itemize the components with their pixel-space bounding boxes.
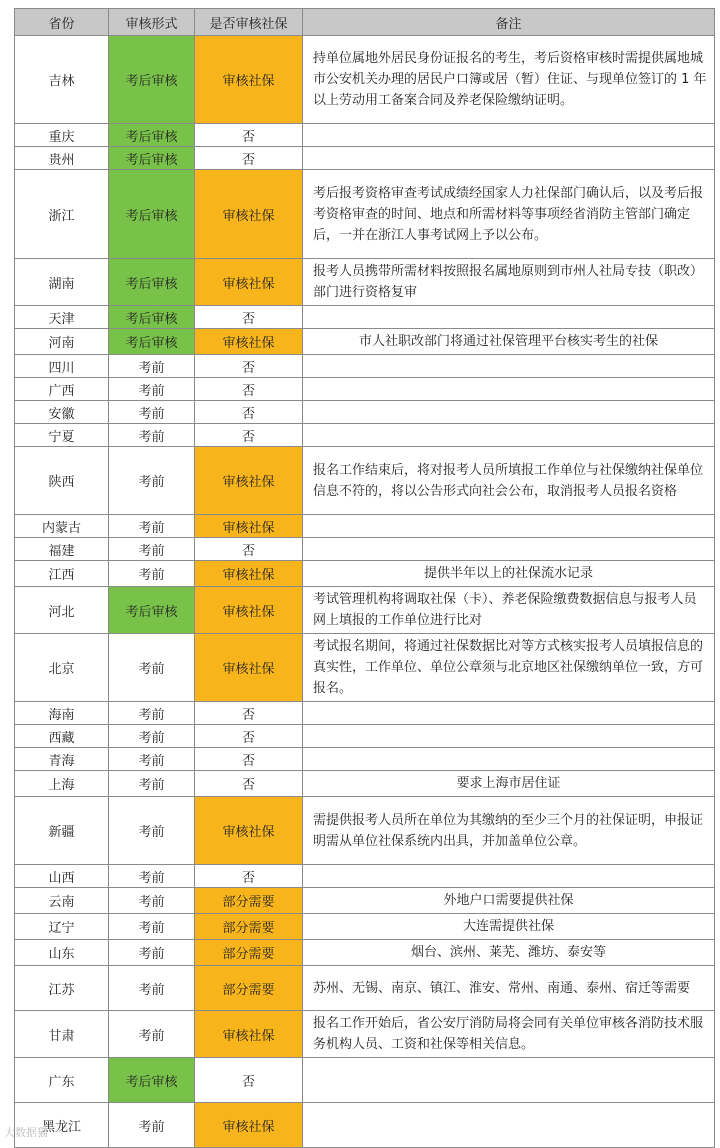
social-security-cell: 审核社保: [195, 329, 303, 355]
province-cell: 云南: [15, 888, 109, 914]
province-cell: 北京: [15, 634, 109, 702]
table-row: [15, 888, 715, 914]
province-cell: 江西: [15, 561, 109, 587]
note-cell: [303, 306, 715, 329]
review-form-cell: 考前: [109, 634, 195, 702]
social-security-cell: 审核社保: [195, 797, 303, 865]
note-cell: [303, 355, 715, 378]
province-cell: 河北: [15, 587, 109, 634]
note-cell: 外地户口需要提供社保: [303, 888, 715, 914]
province-cell: 江苏: [15, 966, 109, 1011]
note-cell: 要求上海市居住证: [303, 771, 715, 797]
social-security-cell: 部分需要: [195, 914, 303, 940]
note-cell: [303, 515, 715, 538]
social-security-cell: 否: [195, 424, 303, 447]
table-row: [15, 1058, 715, 1103]
province-cell: 青海: [15, 748, 109, 771]
review-form-cell: 考前: [109, 378, 195, 401]
review-form-cell: 考后审核: [109, 124, 195, 147]
review-form-cell: 考后审核: [109, 147, 195, 170]
review-form-cell: 考前: [109, 561, 195, 587]
table-row: [15, 865, 715, 888]
social-security-cell: 审核社保: [195, 515, 303, 538]
note-cell: 烟台、滨州、莱芜、潍坊、泰安等: [303, 940, 715, 966]
review-form-cell: 考后审核: [109, 587, 195, 634]
table-row: [15, 538, 715, 561]
header-social-security: 是否审核社保: [195, 9, 303, 36]
province-cell: 浙江: [15, 170, 109, 259]
table-row: [15, 1103, 715, 1148]
note-cell: [303, 865, 715, 888]
social-security-cell: 审核社保: [195, 170, 303, 259]
note-cell: [303, 424, 715, 447]
review-form-cell: 考前: [109, 1011, 195, 1058]
province-cell: 贵州: [15, 147, 109, 170]
table-row: [15, 940, 715, 966]
table-row: [15, 424, 715, 447]
province-cell: 宁夏: [15, 424, 109, 447]
province-cell: 广东: [15, 1058, 109, 1103]
province-cell: 西藏: [15, 725, 109, 748]
header-province: 省份: [15, 9, 109, 36]
review-form-cell: 考前: [109, 447, 195, 515]
table-row: [15, 587, 715, 634]
table-row: [15, 748, 715, 771]
social-security-cell: 审核社保: [195, 587, 303, 634]
table-row: [15, 515, 715, 538]
review-form-cell: 考前: [109, 538, 195, 561]
review-form-cell: 考后审核: [109, 36, 195, 124]
social-security-cell: 否: [195, 124, 303, 147]
social-security-cell: 审核社保: [195, 36, 303, 124]
review-form-cell: 考前: [109, 355, 195, 378]
note-cell: [303, 1103, 715, 1148]
province-cell: 吉林: [15, 36, 109, 124]
social-security-cell: 否: [195, 378, 303, 401]
review-form-cell: 考后审核: [109, 1058, 195, 1103]
note-cell: [303, 725, 715, 748]
review-form-cell: 考前: [109, 725, 195, 748]
province-cell: 湖南: [15, 259, 109, 306]
exam-review-table: [14, 8, 715, 1148]
table-row: [15, 355, 715, 378]
table-row: [15, 966, 715, 1011]
province-cell: 新疆: [15, 797, 109, 865]
table-row: [15, 147, 715, 170]
note-cell: 报名工作结束后，将对报考人员所填报工作单位与社保缴纳社保单位信息不符的，将以公告形式向社会公布，取消报考人员报名资格: [303, 447, 715, 515]
note-cell: 考试管理机构将调取社保（卡）、养老保险缴费数据信息与报考人员网上填报的工作单位进行比对: [303, 587, 715, 634]
province-cell: 广西: [15, 378, 109, 401]
review-form-cell: 考前: [109, 940, 195, 966]
social-security-cell: 否: [195, 865, 303, 888]
note-cell: 大连需提供社保: [303, 914, 715, 940]
table-row: [15, 378, 715, 401]
table-header-row: [15, 9, 715, 36]
table-row: [15, 259, 715, 306]
table-body: [15, 36, 715, 1148]
table-row: [15, 1011, 715, 1058]
note-cell: [303, 401, 715, 424]
note-cell: 市人社职改部门将通过社保管理平台核实考生的社保: [303, 329, 715, 355]
note-cell: 报名工作开始后，省公安厅消防局将会同有关单位审核各消防技术服务机构人员、工资和社保等相关信息。: [303, 1011, 715, 1058]
social-security-cell: 审核社保: [195, 561, 303, 587]
review-form-cell: 考后审核: [109, 259, 195, 306]
note-cell: [303, 378, 715, 401]
social-security-cell: 部分需要: [195, 888, 303, 914]
province-cell: 天津: [15, 306, 109, 329]
province-cell: 陕西: [15, 447, 109, 515]
province-cell: 海南: [15, 702, 109, 725]
review-form-cell: 考后审核: [109, 170, 195, 259]
review-form-cell: 考前: [109, 515, 195, 538]
social-security-cell: 否: [195, 771, 303, 797]
social-security-cell: 否: [195, 306, 303, 329]
review-form-cell: 考前: [109, 748, 195, 771]
social-security-cell: 否: [195, 401, 303, 424]
province-cell: 安徽: [15, 401, 109, 424]
province-cell: 内蒙古: [15, 515, 109, 538]
table-row: [15, 771, 715, 797]
note-cell: [303, 147, 715, 170]
review-form-cell: 考前: [109, 888, 195, 914]
review-form-cell: 考前: [109, 966, 195, 1011]
social-security-cell: 否: [195, 702, 303, 725]
review-form-cell: 考前: [109, 424, 195, 447]
social-security-cell: 否: [195, 748, 303, 771]
social-security-cell: 否: [195, 355, 303, 378]
note-cell: 报考人员携带所需材料按照报名属地原则到市州人社局专技（职改）部门进行资格复审: [303, 259, 715, 306]
review-form-cell: 考前: [109, 914, 195, 940]
social-security-cell: 否: [195, 725, 303, 748]
note-cell: [303, 702, 715, 725]
note-cell: 提供半年以上的社保流水记录: [303, 561, 715, 587]
table-row: [15, 329, 715, 355]
table-row: [15, 306, 715, 329]
review-form-cell: 考前: [109, 865, 195, 888]
social-security-cell: 审核社保: [195, 259, 303, 306]
province-cell: 河南: [15, 329, 109, 355]
table-row: [15, 725, 715, 748]
table-row: [15, 124, 715, 147]
note-cell: 需提供报考人员所在单位为其缴纳的至少三个月的社保证明，申报证明需从单位社保系统内出具，并加盖单位公章。: [303, 797, 715, 865]
province-cell: 上海: [15, 771, 109, 797]
note-cell: 考后报考资格审查考试成绩经国家人力社保部门确认后，以及考后报考资格审查的时间、地点和所需材料等事项经省消防主管部门确定后，一并在浙江人事考试网上予以公布。: [303, 170, 715, 259]
note-cell: [303, 1058, 715, 1103]
social-security-cell: 否: [195, 1058, 303, 1103]
social-security-cell: 审核社保: [195, 447, 303, 515]
social-security-cell: 审核社保: [195, 634, 303, 702]
review-form-cell: 考前: [109, 1103, 195, 1148]
social-security-cell: 部分需要: [195, 940, 303, 966]
note-cell: 持单位属地外居民身份证报名的考生，考后资格审核时需提供属地城市公安机关办理的居民户口簿或居（暂）住证、与现单位签订的 1 年以上劳动用工备案合同及养老保险缴纳证明。: [303, 36, 715, 124]
header-note: 备注: [303, 9, 715, 36]
province-cell: 山西: [15, 865, 109, 888]
province-cell: 黑龙江: [15, 1103, 109, 1148]
review-form-cell: 考后审核: [109, 329, 195, 355]
note-cell: [303, 538, 715, 561]
province-cell: 四川: [15, 355, 109, 378]
table-row: [15, 634, 715, 702]
table-row: [15, 797, 715, 865]
social-security-cell: 否: [195, 147, 303, 170]
table-row: [15, 401, 715, 424]
review-form-cell: 考前: [109, 771, 195, 797]
review-form-cell: 考前: [109, 797, 195, 865]
table-row: [15, 447, 715, 515]
social-security-cell: 否: [195, 538, 303, 561]
table-row: [15, 702, 715, 725]
social-security-cell: 审核社保: [195, 1011, 303, 1058]
watermark: 大数据猫: [4, 1126, 48, 1139]
table-row: [15, 36, 715, 124]
note-cell: 考试报名期间，将通过社保数据比对等方式核实报考人员填报信息的真实性，工作单位、单位公章须与北京地区社保缴纳单位一致，方可报名。: [303, 634, 715, 702]
province-cell: 重庆: [15, 124, 109, 147]
province-cell: 山东: [15, 940, 109, 966]
table-row: [15, 914, 715, 940]
table-row: [15, 561, 715, 587]
table-row: [15, 170, 715, 259]
review-form-cell: 考前: [109, 401, 195, 424]
note-cell: [303, 124, 715, 147]
province-cell: 辽宁: [15, 914, 109, 940]
province-cell: 甘肃: [15, 1011, 109, 1058]
note-cell: [303, 748, 715, 771]
review-form-cell: 考后审核: [109, 306, 195, 329]
header-review-form: 审核形式: [109, 9, 195, 36]
note-cell: 苏州、无锡、南京、镇江、淮安、常州、南通、泰州、宿迁等需要: [303, 966, 715, 1011]
social-security-cell: 部分需要: [195, 966, 303, 1011]
province-cell: 福建: [15, 538, 109, 561]
review-form-cell: 考前: [109, 702, 195, 725]
social-security-cell: 审核社保: [195, 1103, 303, 1148]
